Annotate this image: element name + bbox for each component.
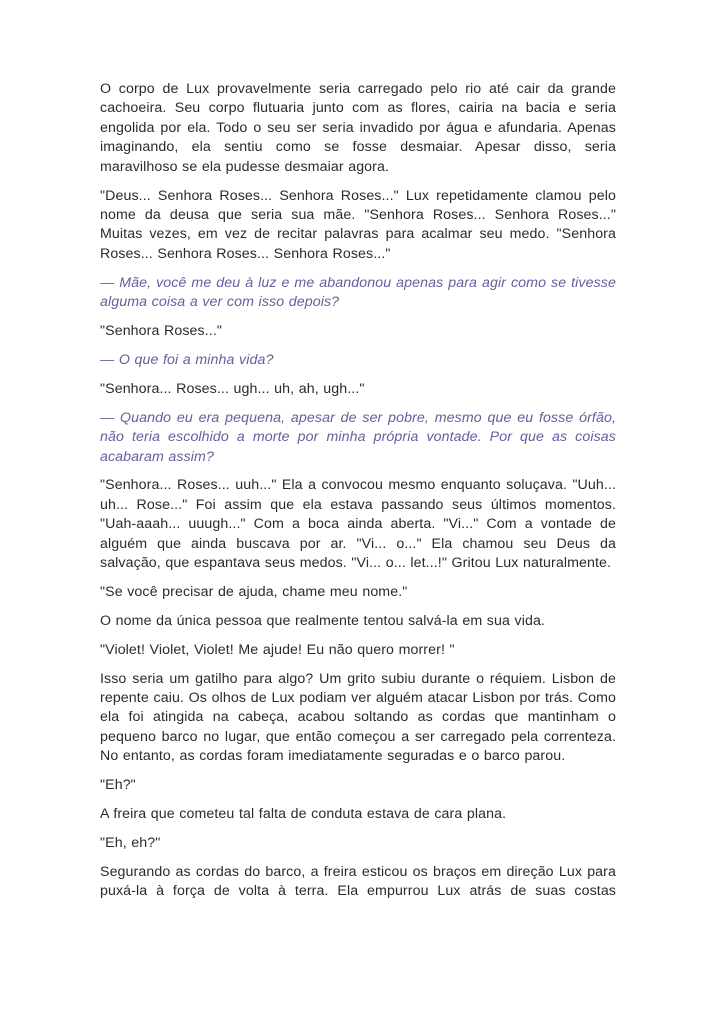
paragraph-15: "Eh, eh?" — [100, 835, 161, 851]
paragraph-5: — O que foi a minha vida? — [100, 351, 274, 368]
paragraph-3: — Mãe, você me deu à luz e me abandonou apenas para agir como se tivesse alguma coisa a ver com isso depois? — [100, 274, 616, 311]
paragraph-13: "Eh?" — [100, 777, 136, 794]
document-body — [100, 80, 616, 911]
paragraph-11: "Violet! Violet, Violet! Me ajude! Eu não quero morrer! " — [100, 641, 455, 658]
paragraph-8: "Senhora... Roses... uuh..." Ela a convocou mesmo enquanto soluçava. "Uuh... uh... Rose..." Foi assim que ela estava passando seus últimos momentos. "Uah-aaah... uuugh..." Com a boca ainda aberta. "Vi..." Com a vontade de alguém que ainda buscava por ar. "Vi... o..." Ela chamou seu Deus da salvação, que espantava seus medos. "Vi... o... let...!" Gritou Lux naturalmente. — [100, 477, 616, 572]
paragraph-9: "Se você precisar de ajuda, chame meu nome." — [100, 583, 408, 600]
paragraph-14: A freira que cometeu tal falta de conduta estava de cara plana. — [100, 806, 507, 823]
paragraph-7: — Quando eu era pequena, apesar de ser pobre, mesmo que eu fosse órfão, não teria escolhido a morte por minha própria vontade. Por que as coisas acabaram assim? — [100, 409, 616, 465]
paragraph-1: O corpo de Lux provavelmente seria carregado pelo rio até cair da grande cachoeira. Seu corpo flutuaria junto com as flores, cairia na bacia e seria engolida por ela. Todo o seu ser seria invadido por água e afundaria. Apenas imaginando, ela sentiu como se fosse desmaiar. Apesar disso, seria maravilhoso se ela pudesse desmaiar agora. — [100, 81, 616, 175]
paragraph-12: Isso seria um gatilho para algo? Um grito subiu durante o réquiem. Lisbon de repente caiu. Os olhos de Lux podiam ver alguém atacar Lisbon por trás. Como ela foi atingida na cabeça, acabou soltando as cordas que mantinham o pequeno barco no lugar, que então começou a ser carregado pela correnteza. No entanto, as cordas foram imediatamente seguradas e o barco parou. — [100, 670, 616, 765]
paragraph-10: O nome da única pessoa que realmente tentou salvá-la em sua vida. — [100, 612, 545, 629]
paragraph-16: Segurando as cordas do barco, a freira esticou os braços em direção Lux para puxá-la à força de volta à terra. Ela empurrou Lux atrás de suas costas — [100, 863, 616, 900]
paragraph-6: "Senhora... Roses... ugh... uh, ah, ugh..." — [100, 380, 365, 397]
paragraph-2: "Deus... Senhora Roses... Senhora Roses..." Lux repetidamente clamou pelo nome da deusa que seria sua mãe. "Senhora Roses... Senhora Roses..." Muitas vezes, em vez de recitar palavras para acalmar seu medo. "Senhora Roses... Senhora Roses... Senhora Roses..." — [100, 187, 616, 262]
paragraph-4: "Senhora Roses..." — [100, 322, 222, 339]
